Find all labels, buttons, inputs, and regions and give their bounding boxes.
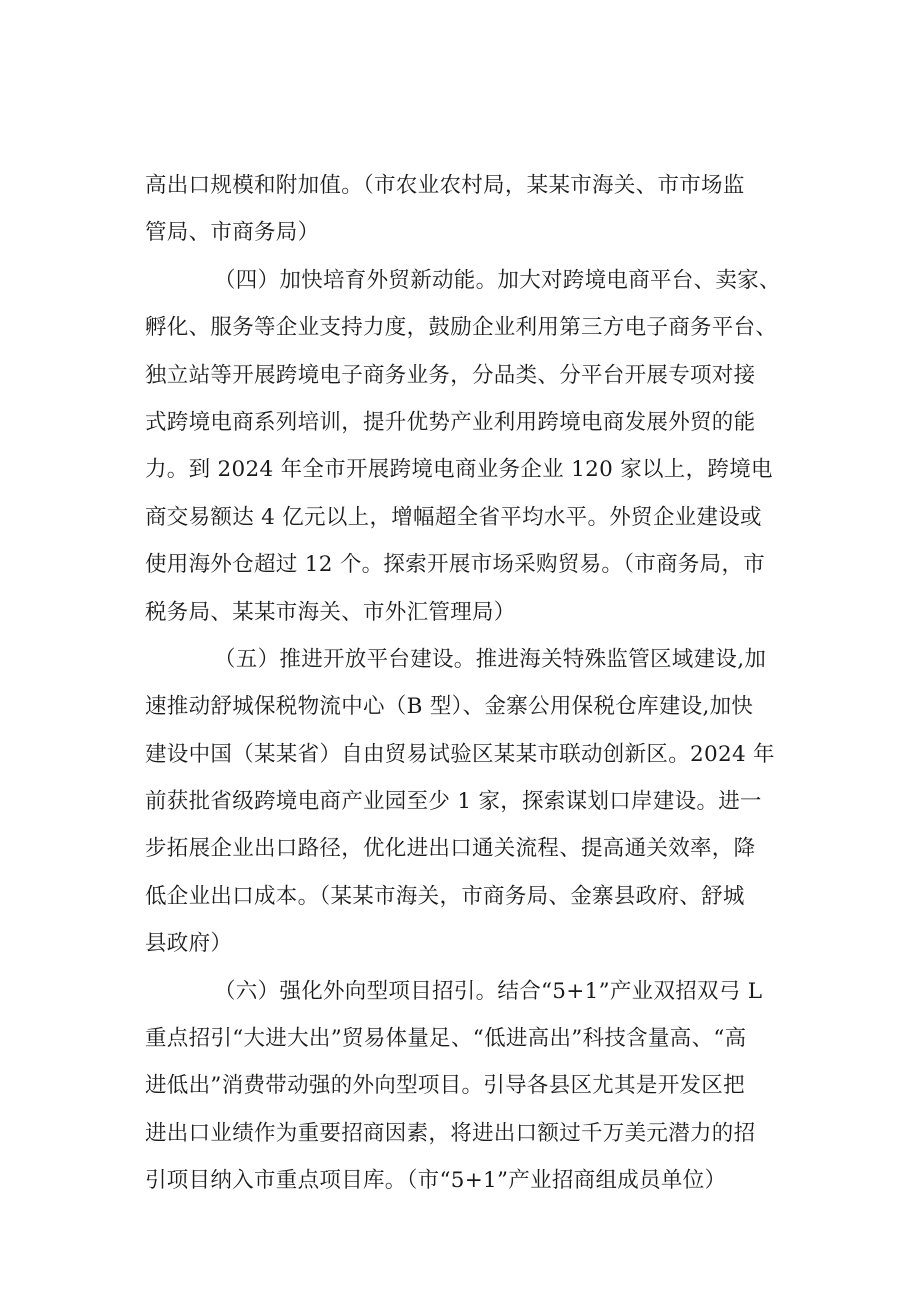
text-line: 前获批省级跨境电商产业园至少 1 家，探索谋划口岸建设。进一 [145,789,762,815]
paragraph-start-line: （六）强化外向型项目招引。结合“5+1”产业双招双弓 L [214,978,763,1004]
text-line: 式跨境电商系列培训，提升优势产业利用跨境电商发展外贸的能 [145,409,756,435]
text-line: 低企业出口成本。（某某市海关，市商务局、金寨县政府、舒城 [145,883,745,909]
text-line: 速推动舒城保税物流中心（B 型）、金寨公用保税仓库建设,加快 [145,694,754,720]
text-line: 进出口业绩作为重要招商因素，将进出口额过千万美元潜力的招 [145,1120,756,1146]
text-line: 使用海外仓超过 12 个。探索开展市场采购贸易。（市商务局，市 [145,552,766,578]
text-line: 进低出”消费带动强的外向型项目。引导各县区尤其是开发区把 [145,1073,745,1099]
text-line: 步拓展企业出口路径，优化进出口通关流程、提高通关效率，降 [145,836,756,862]
text-line: 重点招引“大进大出”贸易体量足、“低进高出”科技含量高、“高 [145,1026,747,1052]
body-text [145,162,805,1205]
text-line: 引项目纳入市重点项目库。（市“5+1”产业招商组成员单位） [145,1168,727,1194]
text-line: 建设中国（某某省）自由贸易试验区某某市联动创新区。2024 年 [145,741,775,767]
text-line: 孵化、服务等企业支持力度，鼓励企业利用第三方电子商务平台、 [145,315,778,341]
paragraph-start-line: （五）推进开放平台建设。推进海关特殊监管区域建设,加 [214,646,767,672]
text-line: 县政府） [145,931,233,957]
text-line: 税务局、某某市海关、市外汇管理局） [145,599,516,625]
text-line: 力。到 2024 年全市开展跨境电商业务企业 120 家以上，跨境电 [145,457,773,483]
text-line: 独立站等开展跨境电子商务业务，分品类、分平台开展专项对接 [145,362,756,388]
text-line: 高出口规模和附加值。（市农业农村局，某某市海关、市市场监 [145,173,745,198]
paragraph-start-line: （四）加快培育外贸新动能。加大对跨境电商平台、卖家、 [214,267,781,293]
text-line: 商交易额达 4 亿元以上，增幅超全省平均水平。外贸企业建设或 [145,504,762,530]
text-line: 管局、市商务局） [145,220,320,246]
